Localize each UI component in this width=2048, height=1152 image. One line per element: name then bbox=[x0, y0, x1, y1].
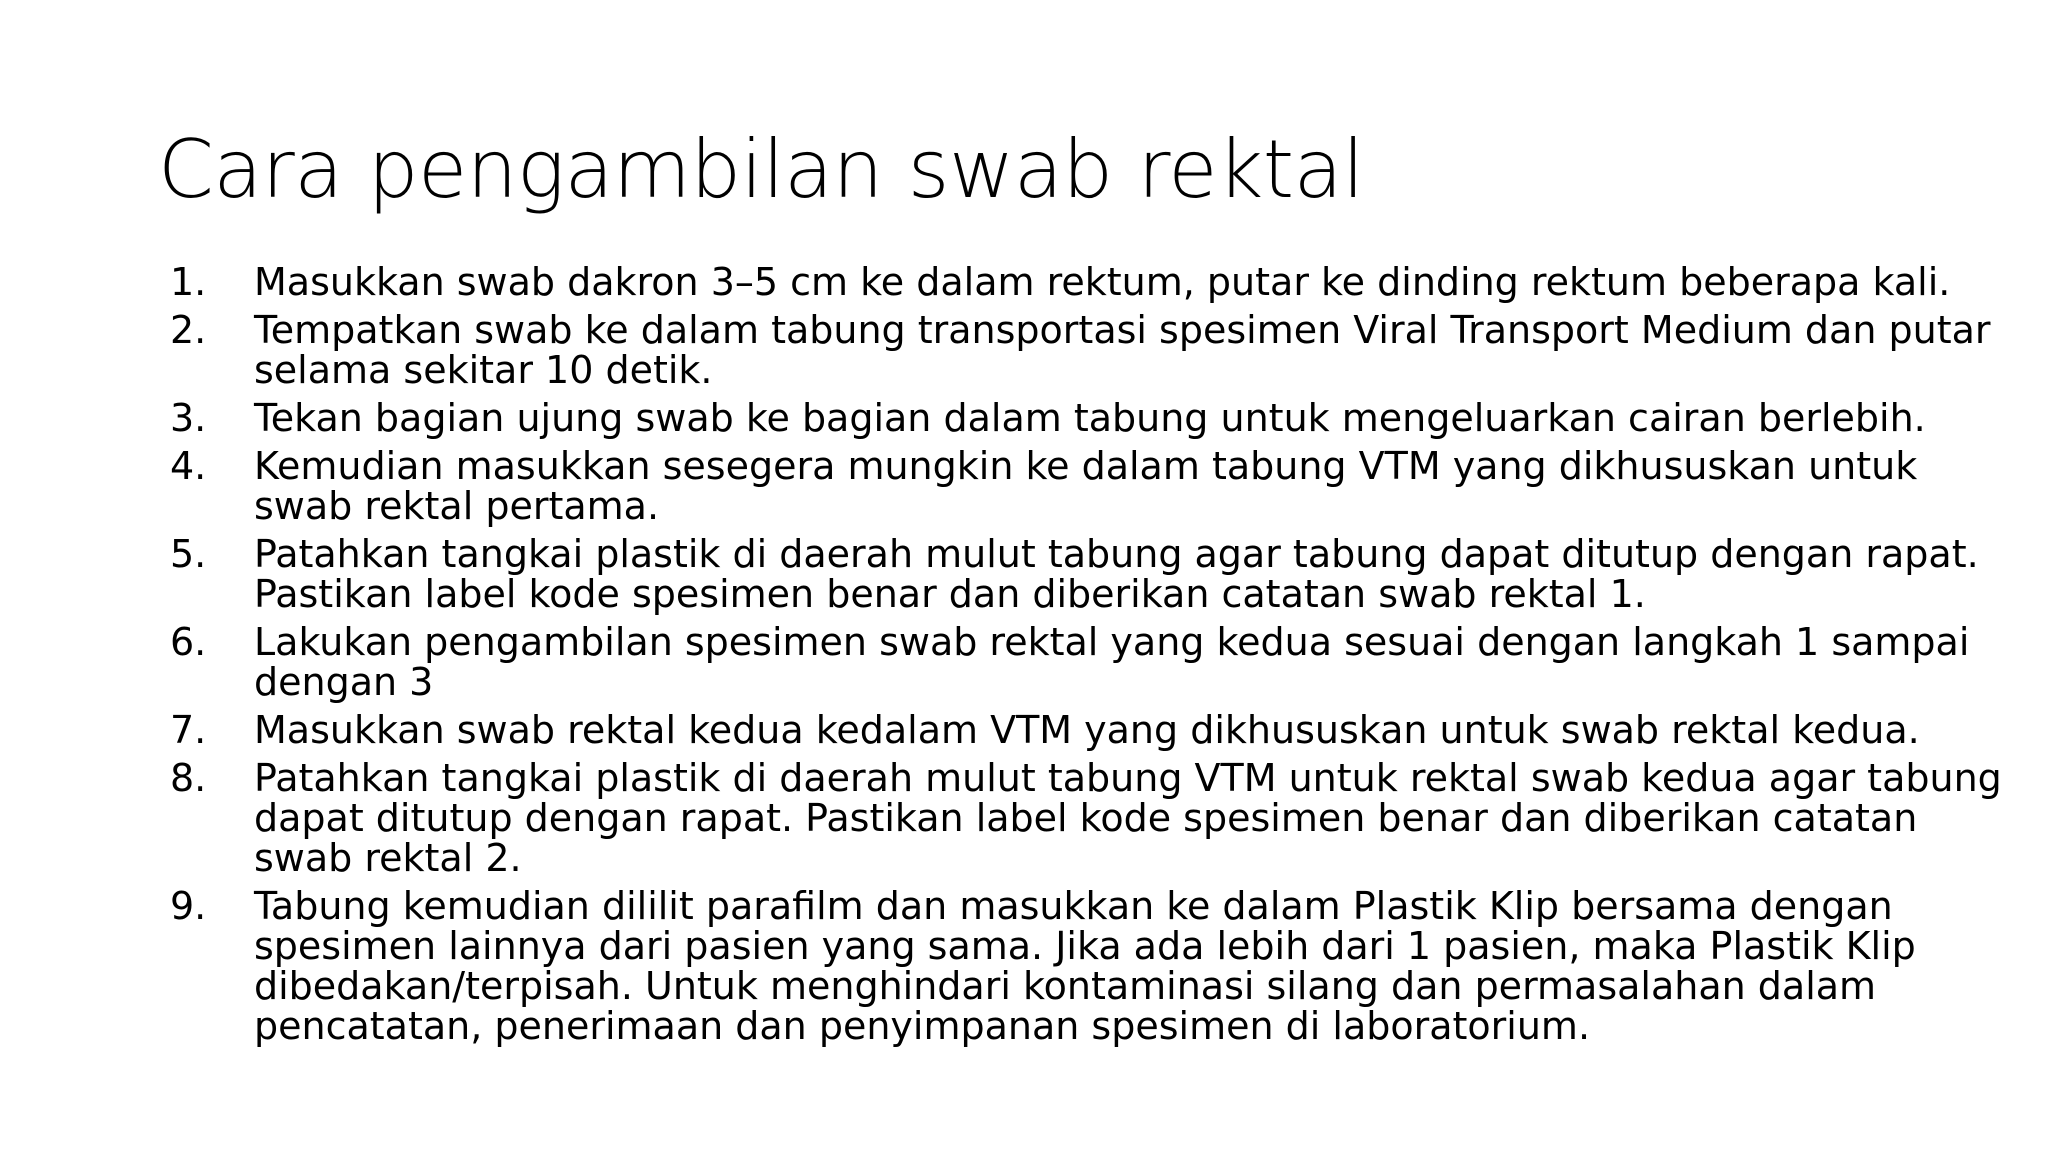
step-text: Tabung kemudian dililit parafilm dan masukkan ke dalam Plastik Klip bersama dengan spesimen lainnya dari pasien yang sama. Jika ada lebih dari 1 pasien, maka Plastik Klip dibedakan/terpisah. Untuk menghindari kontaminasi silang dan permasalahan dalam pencatatan, penerimaan dan penyimpanan spesimen di laboratorium. bbox=[254, 884, 1916, 1048]
list-item bbox=[170, 398, 2020, 438]
list-item bbox=[170, 446, 2020, 526]
step-number: 7. bbox=[170, 708, 207, 752]
step-text: Masukkan swab rektal kedua kedalam VTM yang dikhususkan untuk swab rektal kedua. bbox=[254, 708, 1920, 752]
list-item bbox=[170, 710, 2020, 750]
step-number: 6. bbox=[170, 620, 207, 664]
slide-title: Cara pengambilan swab rektal bbox=[158, 123, 1364, 216]
step-text: Masukkan swab dakron 3–5 cm ke dalam rektum, putar ke dinding rektum beberapa kali. bbox=[254, 260, 1951, 304]
list-item bbox=[170, 758, 2020, 878]
step-number: 9. bbox=[170, 884, 207, 928]
list-item bbox=[170, 886, 2020, 1046]
step-number: 4. bbox=[170, 444, 207, 488]
step-text: Kemudian masukkan sesegera mungkin ke dalam tabung VTM yang dikhususkan untuk swab rektal pertama. bbox=[254, 444, 1918, 528]
step-text: Tempatkan swab ke dalam tabung transportasi spesimen Viral Transport Medium dan putar selama sekitar 10 detik. bbox=[254, 308, 1991, 392]
step-number: 3. bbox=[170, 396, 207, 440]
step-text: Patahkan tangkai plastik di daerah mulut tabung VTM untuk rektal swab kedua agar tabung dapat ditutup dengan rapat. Pastikan label kode spesimen benar dan diberikan catatan swab rektal 2. bbox=[254, 756, 2002, 880]
step-text: Patahkan tangkai plastik di daerah mulut tabung agar tabung dapat ditutup dengan rapat. Pastikan label kode spesimen benar dan diberikan catatan swab rektal 1. bbox=[254, 532, 1979, 616]
list-item bbox=[170, 262, 2020, 302]
step-number: 5. bbox=[170, 532, 207, 576]
list-item bbox=[170, 622, 2020, 702]
steps-list bbox=[170, 262, 2020, 1054]
step-number: 1. bbox=[170, 260, 207, 304]
list-item bbox=[170, 310, 2020, 390]
list-item bbox=[170, 534, 2020, 614]
step-text: Lakukan pengambilan spesimen swab rektal yang kedua sesuai dengan langkah 1 sampai dengan 3 bbox=[254, 620, 1970, 704]
step-text: Tekan bagian ujung swab ke bagian dalam tabung untuk mengeluarkan cairan berlebih. bbox=[254, 396, 1926, 440]
step-number: 2. bbox=[170, 308, 207, 352]
step-number: 8. bbox=[170, 756, 207, 800]
